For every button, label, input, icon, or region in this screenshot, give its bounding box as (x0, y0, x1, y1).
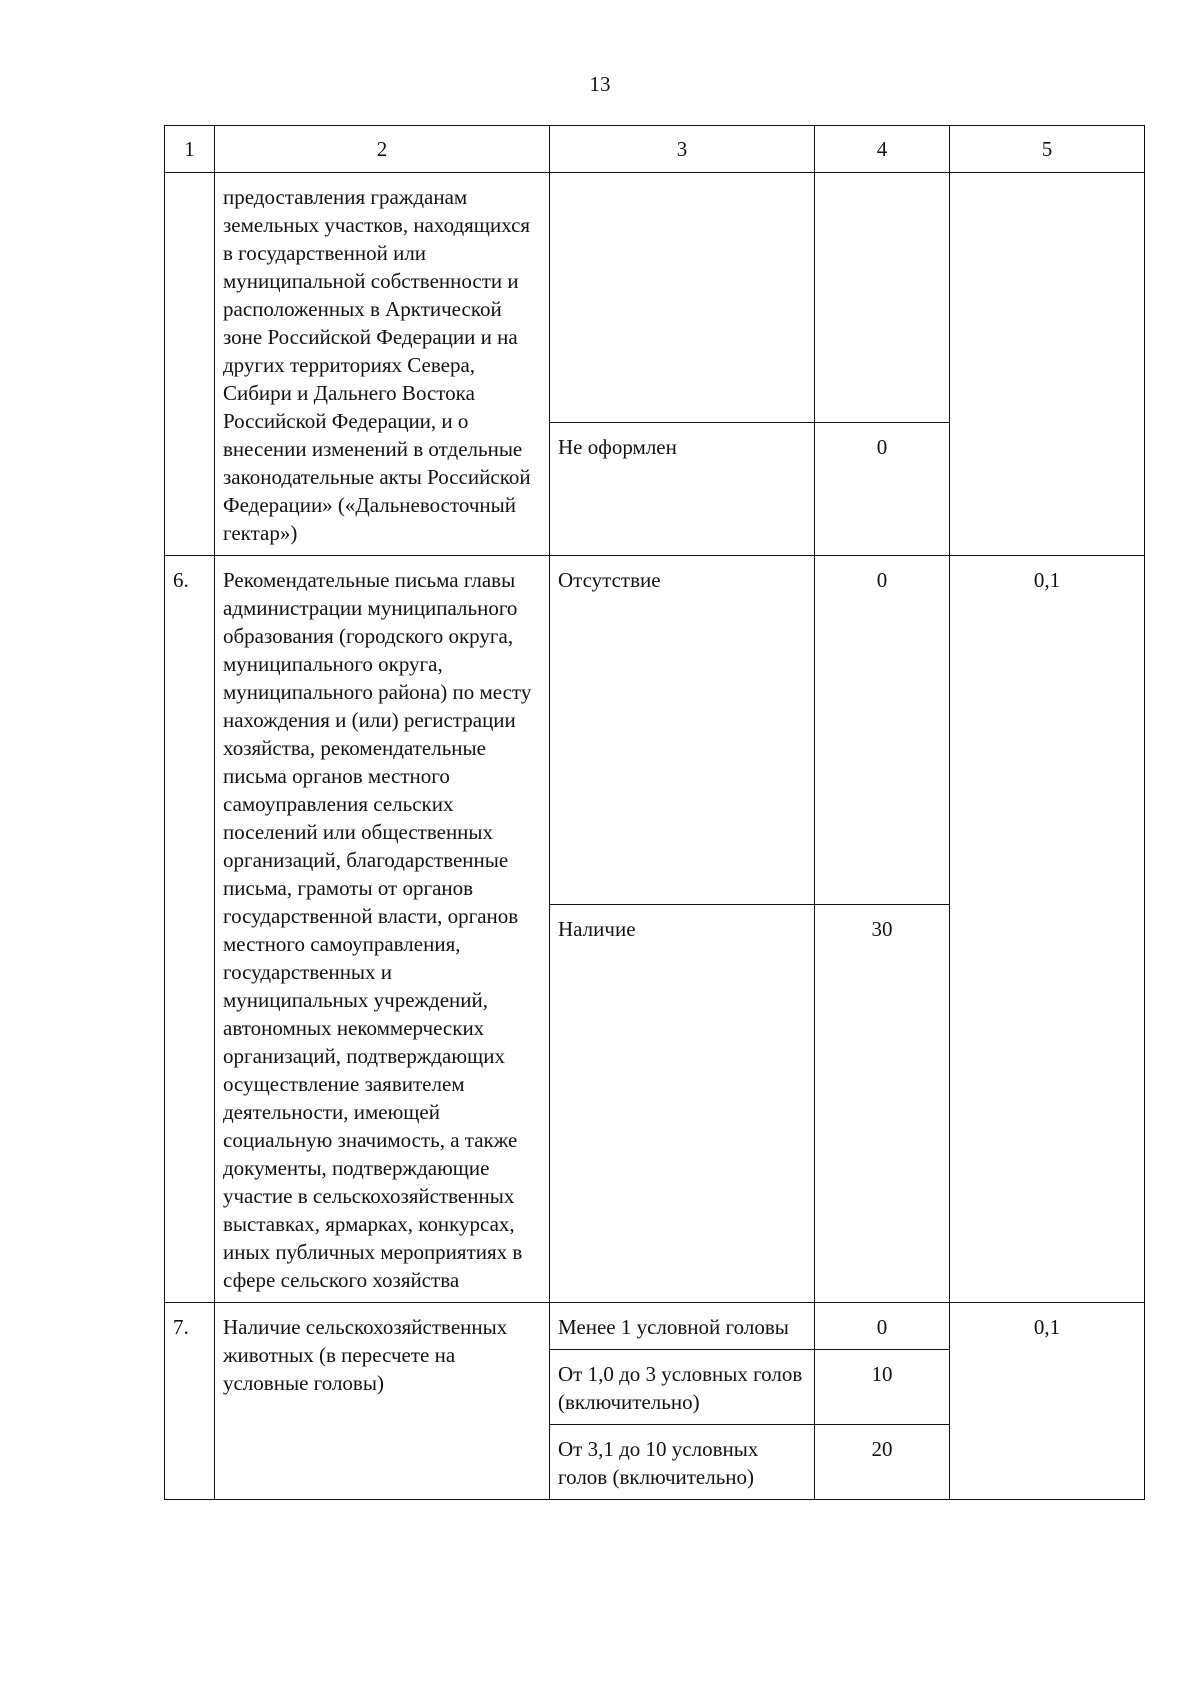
table-row-5-continued-a (165, 173, 1145, 423)
row-7-points-3: 20 (815, 1425, 950, 1500)
column-header-5: 5 (950, 126, 1145, 173)
row-7-coefficient: 0,1 (950, 1303, 1145, 1500)
column-header-2: 2 (215, 126, 550, 173)
row-7-criteria: Наличие сельскохозяйственных животных (в пересчете на условные головы) (215, 1303, 550, 1500)
column-header-3: 3 (550, 126, 815, 173)
row-7-number: 7. (165, 1303, 215, 1500)
row-5-criteria: предоставления гражданам земельных участков, находящихся в государственной или муниципальной собственности и расположенных в Арктической зоне Российской Федерации и на других территориях Севера, Сибири и Дальнего Востока Российской Федерации, и о внесении изменений в отдельные законодательные акты Российской Федерации» («Дальневосточный гектар») (215, 173, 550, 556)
row-6-number: 6. (165, 556, 215, 1303)
row-5-number-cell (165, 173, 215, 556)
row-5-indicator-1 (550, 173, 815, 423)
row-5-points-2: 0 (815, 423, 950, 556)
row-6-points-1: 0 (815, 556, 950, 905)
row-5-indicator-2: Не оформлен (550, 423, 815, 556)
row-7-indicator-1: Менее 1 условной головы (550, 1303, 815, 1350)
criteria-table (164, 125, 1145, 1500)
row-6-indicator-2: Наличие (550, 905, 815, 1303)
page-number: 13 (589, 72, 611, 96)
column-header-1: 1 (165, 126, 215, 173)
table-row-6-a (165, 556, 1145, 905)
table-header-row (165, 126, 1145, 173)
row-5-points-1 (815, 173, 950, 423)
row-6-indicator-1: Отсутствие (550, 556, 815, 905)
row-6-criteria: Рекомендательные письма главы администрации муниципального образования (городского округа, муниципального округа, муниципального района) по месту нахождения и (или) регистрации хозяйства, рекомендательные письма органов местного самоуправления сельских поселений или общественных организаций, благодарственные письма, грамоты от органов государственной власти, органов местного самоуправления, государственных и муниципальных учреждений, автономных некоммерческих организаций, подтверждающих осуществление заявителем деятельности, имеющей социальную значимость, а также документы, подтверждающие участие в сельскохозяйственных выставках, ярмарках, конкурсах, иных публичных мероприятиях в сфере сельского хозяйства (215, 556, 550, 1303)
row-7-points-1: 0 (815, 1303, 950, 1350)
table-row-7-a (165, 1303, 1145, 1350)
row-7-points-2: 10 (815, 1350, 950, 1425)
row-7-indicator-3: От 3,1 до 10 условных голов (включительно) (550, 1425, 815, 1500)
row-5-coefficient (950, 173, 1145, 556)
column-header-4: 4 (815, 126, 950, 173)
row-6-coefficient: 0,1 (950, 556, 1145, 1303)
row-6-points-2: 30 (815, 905, 950, 1303)
row-7-indicator-2: От 1,0 до 3 условных голов (включительно) (550, 1350, 815, 1425)
